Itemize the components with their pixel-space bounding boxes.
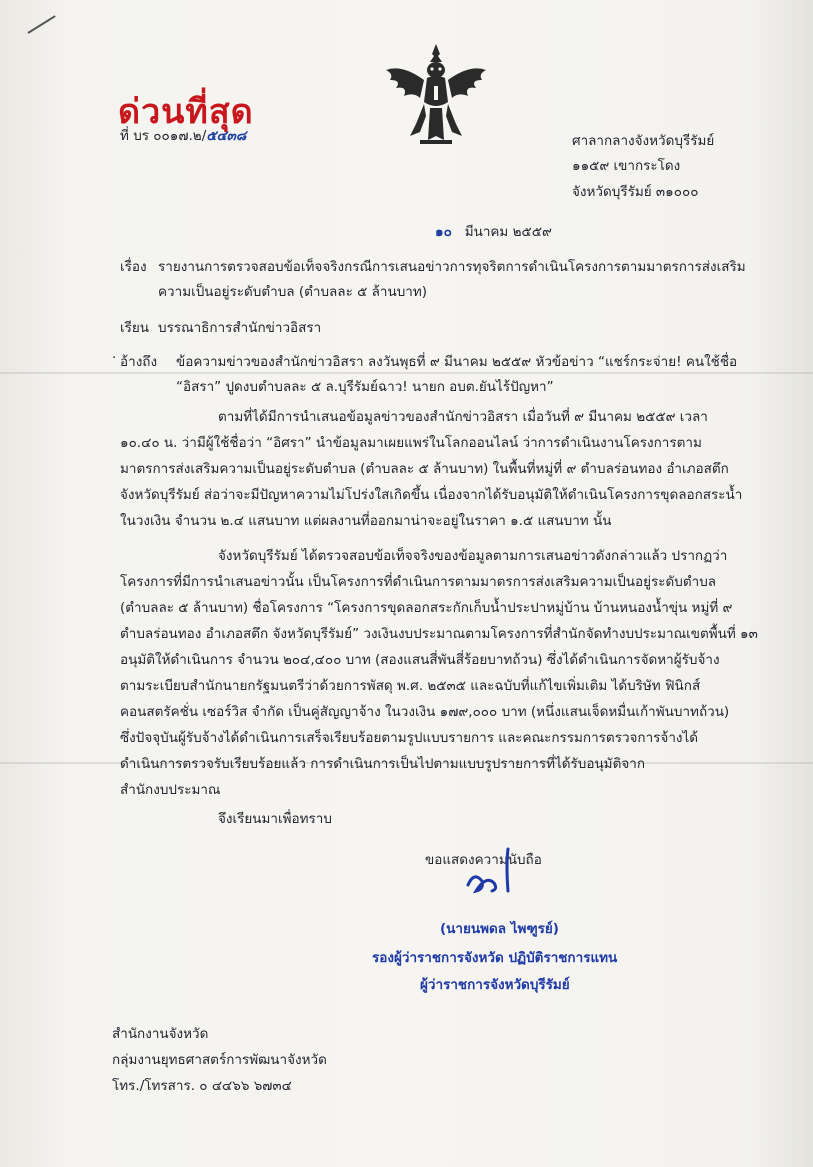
urgent-stamp: ด่วนที่สุด — [118, 92, 254, 132]
signatory-position-1: รองผู้ว่าราชการจังหวัด ปฏิบัติราชการแทน — [372, 950, 618, 966]
fold-line — [0, 372, 813, 374]
document-number-prefix: ที่ บร ๐๐๑๗.๒/ — [120, 128, 207, 144]
regards-line: ขอแสดงความนับถือ — [425, 852, 542, 868]
closing-line: จึงเรียนมาเพื่อทราบ — [218, 811, 332, 827]
letter-date — [435, 220, 552, 242]
paragraph-2-line: อนุมัติให้ดำเนินการ จำนวน ๒๐๔,๔๐๐ บาท (สองแสนสี่พันสี่ร้อยบาทถ้วน) ซึ่งได้ดำเนินการจัดหาผู้รับจ้าง — [120, 652, 720, 668]
paragraph-1-line: มาตรการส่งเสริมความเป็นอยู่ระดับตำบล (ตำบลละ ๕ ล้านบาท) ในพื้นที่หมู่ที่ ๙ ตำบลร่อนทอง อำเภอสตึก — [120, 461, 729, 477]
signatory-name: (นายนพดล ไพฑูรย์) — [440, 921, 559, 937]
date-month-year: มีนาคม ๒๕๕๙ — [464, 224, 552, 240]
paragraph-2-line: สำนักงบประมาณ — [120, 782, 221, 798]
sender-address-line-1: ศาลากลางจังหวัดบุรีรัมย์ — [572, 133, 715, 149]
paragraph-1-line: ๑๐.๔๐ น. ว่ามีผู้ใช้ชื่อว่า “อิศรา” นำข้อมูลมาเผยแพร่ในโลกออนไลน์ ว่าการดำเนินงานโครงการตาม — [120, 435, 702, 451]
paragraph-2-line: ตามระเบียบสำนักนายกรัฐมนตรีว่าด้วยการพัสดุ พ.ศ. ๒๕๓๕ และฉบับที่แก้ไขเพิ่มเติม ได้บริษัท ฟินิกส์ — [120, 678, 701, 694]
reference-bullet: · — [112, 350, 117, 366]
paragraph-2-line: จังหวัดบุรีรัมย์ ได้ตรวจสอบข้อเท็จจริงของข้อมูลตามการเสนอข่าวดังกล่าวแล้ว ปรากฏว่า — [218, 548, 728, 564]
garuda-emblem-icon — [380, 40, 492, 150]
paragraph-1-line: ในวงเงิน จำนวน ๒.๔ แสนบาท แต่ผลงานที่ออกมาน่าจะอยู่ในราคา ๑.๕ แสนบาท นั้น — [120, 513, 612, 529]
footer-office: สำนักงานจังหวัด — [112, 1026, 209, 1042]
reference-line-1: ข้อความข่าวของสำนักข่าวอิสรา ลงวันพุธที่ ๙ มีนาคม ๒๕๕๙ หัวข้อข่าว “แชร์กระจ่าย! คนใช้ชื่อ — [176, 354, 738, 370]
paragraph-1-line: ตามที่ได้มีการนำเสนอข้อมูลข่าวของสำนักข่าวอิสรา เมื่อวันที่ ๙ มีนาคม ๒๕๕๙ เวลา — [218, 409, 708, 425]
signatory-position-2: ผู้ว่าราชการจังหวัดบุรีรัมย์ — [420, 977, 570, 993]
body-paragraph-1 — [120, 404, 742, 534]
handwritten-signature — [462, 845, 532, 897]
footer-division: กลุ่มงานยุทธศาสตร์การพัฒนาจังหวัด — [112, 1052, 327, 1068]
paragraph-2-line: คอนสตรัคชั่น เซอร์วิส จำกัด เป็นคู่สัญญาจ้าง ในวงเงิน ๑๗๙,๐๐๐ บาท (หนึ่งแสนเจ็ดหมื่นเก้าพันบาทถ้วน) — [120, 704, 730, 720]
paragraph-2-line: โครงการที่มีการนำเสนอข่าวนั้น เป็นโครงการที่ดำเนินการตามมาตรการส่งเสริมความเป็นอยู่ระดับตำบล — [120, 574, 717, 590]
paragraph-2-line: (ตำบลละ ๕ ล้านบาท) ชื่อโครงการ “โครงการขุดลอกสระกักเก็บน้ำประปาหมู่บ้าน บ้านหนองน้ำขุ่น หมู่ที่ ๙ — [120, 600, 733, 616]
paragraph-2-line: ดำเนินการตรวจรับเรียบร้อยแล้ว การดำเนินการเป็นไปตามแบบรูปรายการที่ได้รับอนุมัติจาก — [120, 756, 646, 772]
paragraph-2-line: ตำบลร่อนทอง อำเภอสตึก จังหวัดบุรีรัมย์” วงเงินงบประมาณตามโครงการที่สำนักจัดทำงบประมาณเขตพื้นที่ ๑๓ — [120, 626, 758, 642]
date-day: ๑๐ — [435, 224, 452, 240]
paragraph-2-line: ซึ่งปัจจุบันผู้รับจ้างได้ดำเนินการเสร็จเรียบร้อยตามรูปแบบรายการ และคณะกรรมการตรวจการจ้างได้ — [120, 730, 699, 746]
recipient-value: บรรณาธิการสำนักข่าวอิสรา — [158, 320, 322, 336]
sender-address-line-2: ๑๑๕๙ เขากระโดง — [572, 158, 681, 174]
body-paragraph-2 — [120, 543, 758, 803]
recipient-label: เรียน — [120, 320, 150, 336]
subject-line-1: รายงานการตรวจสอบข้อเท็จจริงกรณีการเสนอข่าวการทุจริตการดำเนินโครงการตามมาตรการส่งเสริม — [158, 259, 746, 275]
document-number-handwritten: ๕๔๓๘ — [206, 128, 247, 144]
reference-line-2: “อิสรา” ปูดงบตำบลละ ๕ ล.บุรีรัมย์ฉาว! นายก อบต.ยันไร้ปัญหา” — [176, 379, 554, 395]
document-number — [120, 124, 246, 146]
paragraph-1-line: จังหวัดบุรีรัมย์ ส่อว่าจะมีปัญหาความไม่โปร่งใสเกิดขึ้น เนื่องจากได้รับอนุมัติให้ดำเนินโครงการขุดลอกสระน้ำ — [120, 487, 743, 503]
subject-label: เรื่อง — [120, 259, 147, 275]
subject-line-2: ความเป็นอยู่ระดับตำบล (ตำบลละ ๕ ล้านบาท) — [158, 284, 428, 300]
footer-phone: โทร./โทรสาร. ๐ ๔๔๖๖ ๖๗๓๔ — [112, 1078, 292, 1094]
reference-label: อ้างถึง — [120, 354, 158, 370]
sender-address-line-3: จังหวัดบุรีรัมย์ ๓๑๐๐๐ — [572, 184, 699, 200]
